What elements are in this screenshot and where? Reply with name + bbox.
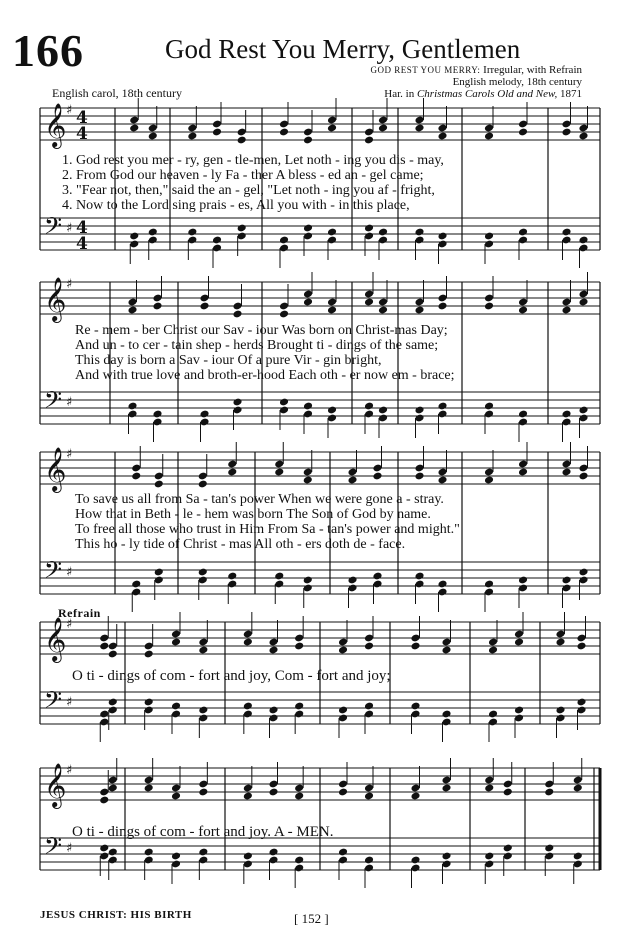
note-head	[555, 638, 565, 647]
sharp-icon: ♯	[66, 447, 73, 462]
note-head	[488, 710, 498, 719]
note-head	[410, 702, 420, 711]
note-head	[232, 310, 242, 319]
verse-2-line-2: And un - to cer - tain shep - herds Brought ti - dings of the same;	[75, 338, 439, 353]
note-head	[503, 844, 513, 853]
note-head	[576, 642, 586, 651]
note-head	[378, 228, 388, 237]
note-head	[544, 788, 554, 797]
note-head	[437, 476, 447, 485]
note-head	[303, 136, 313, 145]
time-signature-bottom: 4	[76, 234, 88, 254]
note-head	[131, 580, 141, 589]
note-head	[303, 576, 313, 585]
note-head	[414, 124, 424, 133]
note-head	[544, 844, 554, 853]
note-head	[347, 576, 357, 585]
note-head	[378, 124, 388, 133]
note-head	[437, 302, 447, 311]
sharp-icon: ♯	[66, 565, 73, 580]
note-head	[518, 228, 528, 237]
note-head	[154, 480, 164, 489]
note-head	[268, 788, 278, 797]
note-head	[364, 402, 374, 411]
note-head	[514, 706, 524, 715]
note-head	[372, 472, 382, 481]
treble-clef-icon: 𝄞	[44, 103, 67, 147]
refrain-label: Refrain	[58, 606, 101, 620]
sharp-icon: ♯	[66, 617, 73, 632]
sharp-icon: ♯	[66, 841, 73, 856]
note-head	[518, 410, 528, 419]
note-head	[364, 702, 374, 711]
note-head	[576, 698, 586, 707]
note-head	[410, 792, 420, 801]
note-head	[484, 132, 494, 141]
note-head	[364, 224, 374, 233]
note-head	[303, 298, 313, 307]
note-head	[237, 136, 247, 145]
note-head	[414, 406, 424, 415]
note-head	[484, 232, 494, 241]
note-head	[232, 398, 242, 407]
category-label: JESUS CHRIST: HIS BIRTH	[40, 909, 192, 921]
note-head	[144, 848, 154, 857]
note-head	[437, 402, 447, 411]
note-head	[198, 646, 208, 655]
note-head	[364, 298, 374, 307]
note-head	[198, 706, 208, 715]
treble-clef-icon: 𝄞	[44, 617, 67, 661]
verse-3-line-3: To free all those who trust in Him From Sa - tan's power and might."	[75, 522, 460, 537]
note-head	[327, 406, 337, 415]
tune-name: GOD REST YOU MERRY:	[370, 65, 481, 75]
note-head	[268, 646, 278, 655]
note-head	[274, 572, 284, 581]
note-head	[378, 406, 388, 415]
note-head	[338, 848, 348, 857]
note-head	[441, 710, 451, 719]
sharp-icon: ♯	[66, 695, 73, 710]
note-head	[410, 856, 420, 865]
note-head	[227, 468, 237, 477]
note-head	[484, 402, 494, 411]
text-source: English carol, 18th century	[52, 86, 182, 100]
note-head	[171, 638, 181, 647]
verse-4-line-3: This ho - ly tide of Christ - mas All oth - ers doth de - face.	[75, 537, 406, 552]
note-head	[437, 580, 447, 589]
note-head	[561, 306, 571, 315]
refrain-line-2: O ti - dings of com - fort and joy. A - MEN.	[72, 824, 334, 840]
note-head	[279, 128, 289, 137]
note-head	[347, 476, 357, 485]
note-head	[578, 298, 588, 307]
note-head	[338, 788, 348, 797]
note-head	[573, 784, 583, 793]
note-head	[198, 788, 208, 797]
note-head	[99, 844, 109, 853]
note-head	[127, 402, 137, 411]
note-head	[561, 228, 571, 237]
note-head	[108, 848, 118, 857]
note-head	[99, 710, 109, 719]
verse-1-line-3: To save us all from Sa - tan's power When we were gone a - stray.	[75, 492, 444, 507]
treble-clef-icon: 𝄞	[44, 277, 67, 321]
note-head	[148, 228, 158, 237]
note-head	[171, 702, 181, 711]
sharp-icon: ♯	[66, 277, 73, 292]
note-head	[484, 784, 494, 793]
note-head	[437, 232, 447, 241]
note-head	[561, 410, 571, 419]
verse-4-line-1: 4. Now to the Lord sing prais - es, All you with - in this place,	[62, 198, 410, 213]
note-head	[555, 706, 565, 715]
bass-clef-icon: 𝄢	[44, 386, 63, 419]
verse-2-line-3: How that in Beth - le - hem was born The Son of God by name.	[75, 507, 431, 522]
note-head	[484, 302, 494, 311]
note-head	[199, 410, 209, 419]
note-head	[243, 702, 253, 711]
note-head	[212, 236, 222, 245]
sharp-icon: ♯	[66, 763, 73, 778]
note-head	[279, 398, 289, 407]
verse-1-line-1: 1. God rest you mer - ry, gen - tle-men, Let noth - ing you dis - may,	[62, 153, 444, 168]
note-head	[243, 792, 253, 801]
note-head	[514, 638, 524, 647]
note-head	[127, 306, 137, 315]
bass-clef-icon: 𝄢	[44, 832, 63, 865]
note-head	[144, 650, 154, 659]
note-head	[171, 852, 181, 861]
note-head	[488, 646, 498, 655]
note-head	[441, 646, 451, 655]
note-head	[441, 784, 451, 793]
note-head	[108, 698, 118, 707]
refrain-line-1: O ti - dings of com - fort and joy, Com - fort and joy;	[72, 668, 391, 684]
note-head	[484, 580, 494, 589]
note-head	[154, 568, 164, 577]
note-head	[279, 236, 289, 245]
note-head	[378, 306, 388, 315]
bass-clef-icon: 𝄢	[44, 686, 63, 719]
melody-source: English melody, 18th century	[452, 76, 582, 88]
note-head	[108, 650, 118, 659]
note-head	[187, 132, 197, 141]
note-head	[327, 306, 337, 315]
verse-3-line-1: 3. "Fear not, then," said the an - gel, "Let noth - ing you af - fright,	[62, 183, 435, 198]
note-head	[268, 706, 278, 715]
hymn-title: God Rest You Merry, Gentlemen	[165, 34, 521, 64]
note-head	[327, 124, 337, 133]
verse-2-line-1: 2. From God our heaven - ly Fa - ther A bless - ed an - gel came;	[62, 168, 424, 183]
note-head	[484, 852, 494, 861]
note-head	[243, 852, 253, 861]
note-head	[152, 410, 162, 419]
sharp-icon: ♯	[66, 221, 73, 236]
note-head	[578, 132, 588, 141]
note-head	[243, 638, 253, 647]
note-head	[227, 572, 237, 581]
note-head	[187, 228, 197, 237]
note-head	[414, 306, 424, 315]
bass-clef-icon: 𝄢	[44, 556, 63, 589]
note-head	[338, 706, 348, 715]
note-head	[294, 856, 304, 865]
note-head	[484, 476, 494, 485]
note-head	[274, 468, 284, 477]
note-head	[441, 852, 451, 861]
note-head	[144, 784, 154, 793]
note-head	[573, 852, 583, 861]
note-head	[303, 224, 313, 233]
note-head	[294, 702, 304, 711]
note-head	[129, 124, 139, 133]
note-head	[414, 572, 424, 581]
note-head	[561, 128, 571, 137]
sharp-icon: ♯	[66, 103, 73, 118]
note-head	[144, 698, 154, 707]
note-head	[198, 568, 208, 577]
note-head	[171, 792, 181, 801]
note-head	[503, 788, 513, 797]
note-head	[364, 856, 374, 865]
note-head	[279, 310, 289, 319]
note-head	[327, 228, 337, 237]
note-head	[578, 472, 588, 481]
note-head	[518, 468, 528, 477]
time-signature-bottom: 4	[76, 124, 88, 144]
note-head	[364, 792, 374, 801]
bass-clef-icon: 𝄢	[44, 212, 63, 245]
time-signature-top: 4	[76, 218, 88, 238]
note-head	[414, 228, 424, 237]
note-head	[303, 402, 313, 411]
verse-1-line-2: Re - mem - ber Christ our Sav - iour Was born on Christ-mas Day;	[75, 323, 448, 338]
sharp-icon: ♯	[66, 395, 73, 410]
note-head	[294, 642, 304, 651]
page-number: [ 152 ]	[294, 911, 329, 926]
note-head	[561, 576, 571, 585]
harmony-source: Har. in Christmas Carols Old and New, 1871	[384, 88, 582, 100]
note-head	[198, 848, 208, 857]
note-head	[364, 642, 374, 651]
verse-3-line-2: This day is born a Sav - iour Of a pure Vir - gin bright,	[75, 353, 382, 368]
hymn-number: 166	[12, 25, 84, 76]
note-head	[437, 132, 447, 141]
note-head	[108, 784, 118, 793]
note-head	[152, 302, 162, 311]
note-head	[410, 642, 420, 651]
note-head	[294, 792, 304, 801]
note-head	[364, 136, 374, 145]
note-head	[578, 406, 588, 415]
treble-clef-icon: 𝄞	[44, 447, 67, 491]
meter: Irregular, with Refrain	[483, 64, 582, 76]
note-head	[129, 232, 139, 241]
note-head	[268, 848, 278, 857]
note-head	[99, 642, 109, 651]
treble-clef-icon: 𝄞	[44, 763, 67, 807]
time-signature-top: 4	[76, 108, 88, 128]
note-head	[518, 576, 528, 585]
note-head	[561, 468, 571, 477]
note-head	[414, 472, 424, 481]
note-head	[372, 572, 382, 581]
note-head	[578, 568, 588, 577]
note-head	[518, 306, 528, 315]
note-head	[237, 224, 247, 233]
note-head	[303, 476, 313, 485]
note-head	[131, 472, 141, 481]
note-head	[338, 646, 348, 655]
note-head	[518, 128, 528, 137]
note-head	[578, 236, 588, 245]
note-head	[148, 132, 158, 141]
verse-4-line-2: And with true love and broth-er-hood Each oth - er now em - brace;	[75, 368, 455, 383]
note-head	[198, 480, 208, 489]
note-head	[99, 796, 109, 805]
note-head	[199, 302, 209, 311]
note-head	[212, 128, 222, 137]
